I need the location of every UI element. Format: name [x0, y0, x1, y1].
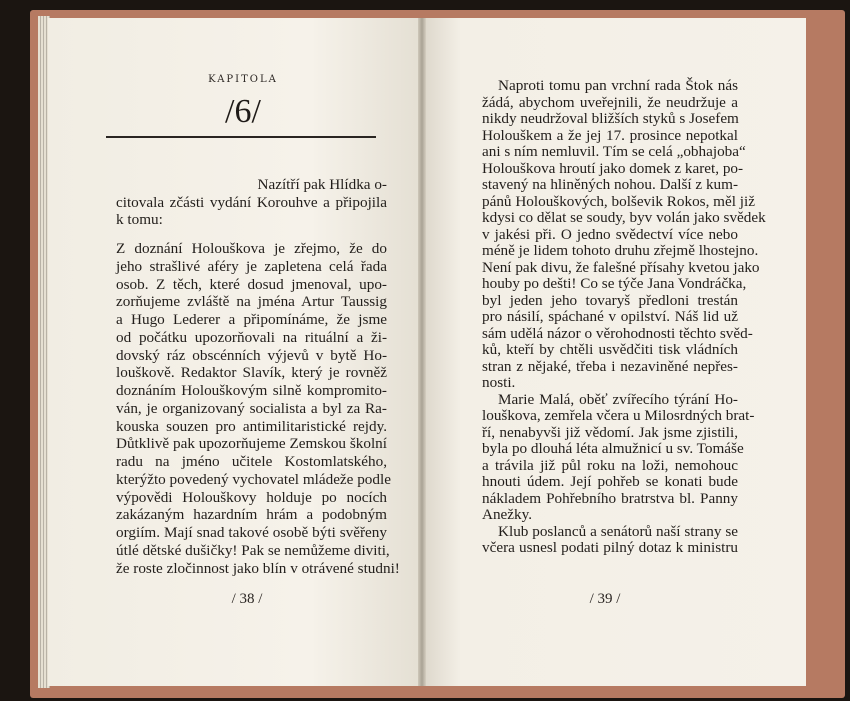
page-number-right: / 39 / [589, 591, 621, 607]
text-line: kterýžto povedený vychovatel mládeže podle [116, 470, 391, 488]
text-line: Důtklivě pak upozorňujeme Zemskou školní [116, 435, 387, 453]
text-line: k tomu: [116, 211, 163, 228]
text-line: osob. Z těch, které dosud jmenoval, upo- [116, 275, 387, 293]
text-line: louškově. Redaktor Slavík, který je rovněž [116, 364, 387, 382]
text-line: radu na jméno učitele Kostomlatského, [116, 453, 387, 470]
text-line: houby po dešti! Co se týče Jana Vondráčka, [482, 275, 747, 292]
text-line: zorňujeme zvláště na jména Artur Taussig [116, 293, 387, 311]
text-line: žádá, abychom uveřejnili, že neudržuje a [482, 93, 738, 111]
text-line: Není pak divu, že falešné přísahy kvetou jako [482, 258, 760, 276]
chapter-number: /6/ [225, 93, 261, 130]
text-line: byl jeden jeho tovaryš předloni trestán [482, 291, 738, 309]
text-line: nosti. [482, 374, 516, 391]
chapter-rule [106, 136, 376, 138]
text-line: hnouti údem. Její pohřeb se konati bude [482, 473, 738, 490]
text-line: v jakési při. O jedno svědectví více nebo [482, 225, 738, 243]
text-line: ří, nenabyvši již vědomí. Jak jsme zjistili, [482, 423, 738, 441]
text-line: dovský ráz obscénních výjevů v bytě Ho- [116, 346, 387, 364]
text-line: Nazítří pak Hlídka o- [257, 176, 387, 193]
left-body-text [116, 240, 400, 578]
text-line: Naproti tomu pan vrchní rada Štok nás [498, 77, 738, 94]
text-line: Anežky. [482, 506, 533, 523]
book-gutter [418, 18, 426, 686]
text-line: orgiím. Mají snad takové osobě býti svěřeny [116, 524, 387, 541]
intro-paragraph [116, 176, 387, 229]
text-line: stran z nějaké, třeba i nezaviněné nepřes- [482, 357, 738, 375]
text-line: včera usnesl podati pilný dotaz k ministru [482, 539, 738, 556]
text-line: sám udělá názor o věrohodnosti těchto svěd- [482, 324, 753, 342]
text-line: ani s ním nemluvil. Tím se celá „obhajoba“ [482, 143, 746, 160]
text-line: že roste zločinnost jako blín v otrávené studni! [116, 559, 400, 577]
text-line: ván, je organizovaný socialista a byl za Ra- [116, 399, 387, 417]
text-line: a Hugo Lederer a připomínáme, že jsme [116, 311, 387, 328]
text-line: útlé dětské dušičky! Pak se nemůžeme diviti, [116, 541, 390, 559]
text-line: pro násilí, spáchané v opilství. Náš lid už [482, 308, 738, 325]
text-line: zakázaným hazardním hrám a podobným [116, 506, 387, 524]
text-line: byla po dlouhá léta almužnicí u sv. Tomáše [482, 440, 744, 457]
text-line: méně je lidem tohoto druhu zřejmě lhostejno. [482, 242, 759, 259]
text-line: kouska souzen pro antimilitaristické rejdy. [116, 417, 387, 435]
text-line: Marie Malá, oběť zvířecího týrání Ho- [498, 390, 738, 408]
text-line: kdysi co dělat se soudy, byv volán jako svědek [482, 209, 766, 226]
text-line: od počátku upozorňovali na rituální a ži- [116, 328, 387, 346]
chapter-label: KAPITOLA [208, 74, 278, 85]
text-line: pánů Holouškových, bolševik Rokos, měl již [482, 192, 755, 210]
text-line: výpovědi Holouškovy holduje po nocích [116, 488, 387, 506]
text-line: nákladem Pohřebního bratrstva bl. Panny [482, 489, 738, 507]
text-line: nikdy neudržoval bližších styků s Josefem [482, 110, 739, 127]
text-line: Z doznání Holouškova je zřejmo, že do [116, 240, 387, 257]
text-line: Holouškova hroutí jako domek z karet, po- [482, 159, 744, 177]
text-line: Klub poslanců a senátorů naší strany se [498, 522, 738, 540]
text-line: Holouškem a že jej 17. prosince nepotkal [482, 126, 738, 144]
text-line: louškova, zemřela včera u Milosrdných brat- [482, 407, 755, 424]
page-number-left: / 38 / [231, 591, 263, 607]
text-line: a trávila již půl roku na loži, nemohouc [482, 456, 738, 474]
text-line: doznáním Holouškovým silně kompromito- [116, 382, 387, 399]
text-line: jeho strašlivé aféry je zapletena celá řada [116, 257, 387, 275]
text-line: citovala zčásti vydání Korouhve a připojila [116, 193, 387, 211]
text-line: ků, kteří by chtěli usvědčiti tisk vládních [482, 341, 738, 358]
right-body-text [482, 77, 766, 557]
text-line: stavený na hliněných nohou. Další z kum- [482, 176, 739, 193]
